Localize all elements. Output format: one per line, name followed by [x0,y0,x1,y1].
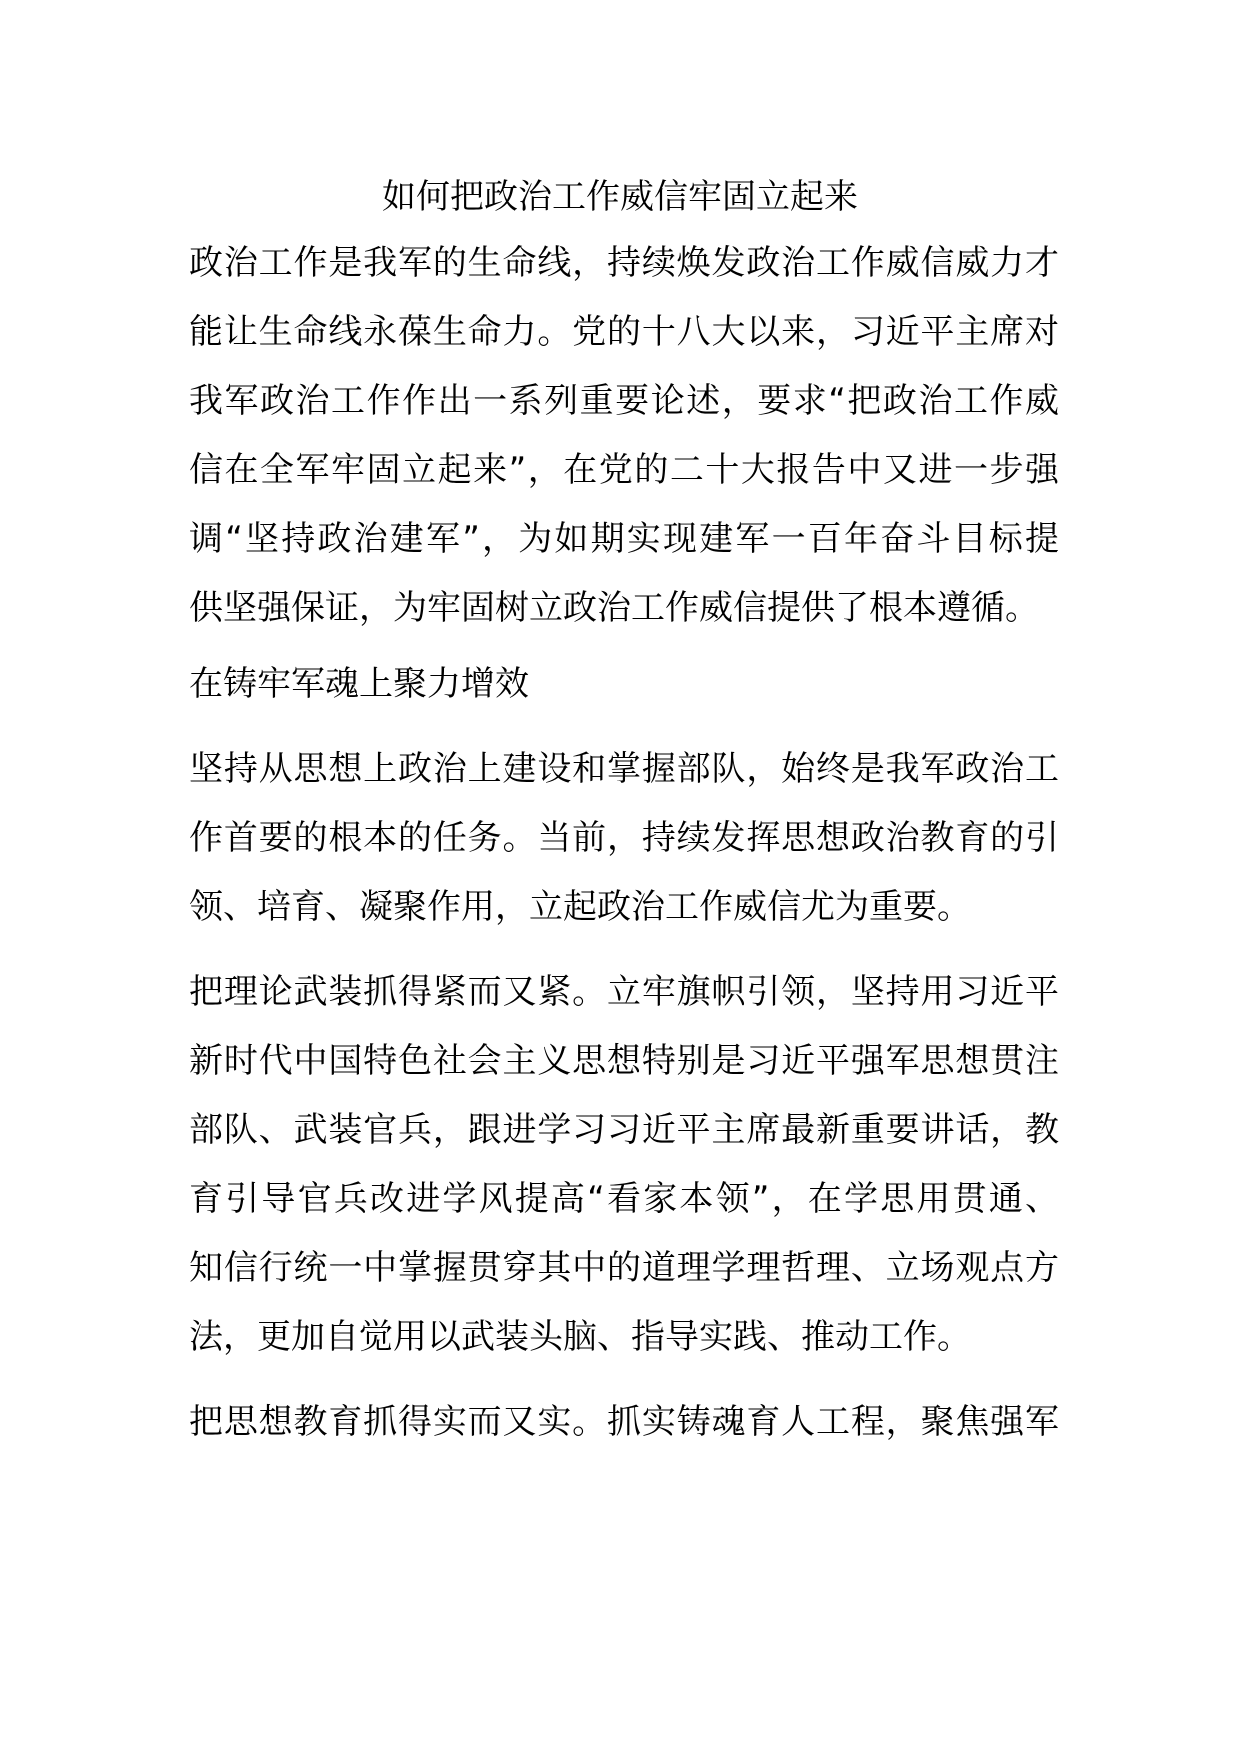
paragraph-1-line-2: 能让生命线永葆生命力。党的十八大以来，习近平主席对 [189,312,1059,352]
paragraph-1-line-4: 信在全军牢固立起来”，在党的二十大报告中又进一步强 [189,450,1059,490]
paragraph-3-line-6: 法，更加自觉用以武装头脑、指导实践、推动工作。 [189,1317,971,1357]
paragraph-3-line-3: 部队、武装官兵，跟进学习习近平主席最新重要讲话，教 [189,1110,1059,1150]
paragraph-2-line-2: 作首要的根本的任务。当前，持续发挥思想政治教育的引 [189,818,1059,858]
paragraph-1-line-6: 供坚强保证，为牢固树立政治工作威信提供了根本遵循。 [189,588,1039,628]
paragraph-2-line-1: 坚持从思想上政治上建设和掌握部队，始终是我军政治工 [189,749,1059,789]
paragraph-3-line-4: 育引导官兵改进学风提高“看家本领”，在学思用贯通、 [189,1179,1059,1219]
paragraph-3-line-2: 新时代中国特色社会主义思想特别是习近平强军思想贯注 [189,1041,1059,1081]
paragraph-3-line-5: 知信行统一中掌握贯穿其中的道理学理哲理、立场观点方 [189,1248,1059,1288]
paragraph-1-line-3: 我军政治工作作出一系列重要论述，要求“把政治工作威 [189,381,1059,421]
paragraph-4-line-1: 把思想教育抓得实而又实。抓实铸魂育人工程，聚焦强军 [189,1402,1059,1442]
paragraph-1-line-1: 政治工作是我军的生命线，持续焕发政治工作威信威力才 [189,243,1059,283]
paragraph-2-line-3: 领、培育、凝聚作用，立起政治工作威信尤为重要。 [189,887,971,927]
document-title: 如何把政治工作威信牢固立起来 [382,177,858,217]
paragraph-1-line-5: 调“坚持政治建军”，为如期实现建军一百年奋斗目标提 [189,519,1059,559]
paragraph-3-line-1: 把理论武装抓得紧而又紧。立牢旗帜引领，坚持用习近平 [189,972,1059,1012]
section-heading: 在铸牢军魂上聚力增效 [189,664,529,704]
